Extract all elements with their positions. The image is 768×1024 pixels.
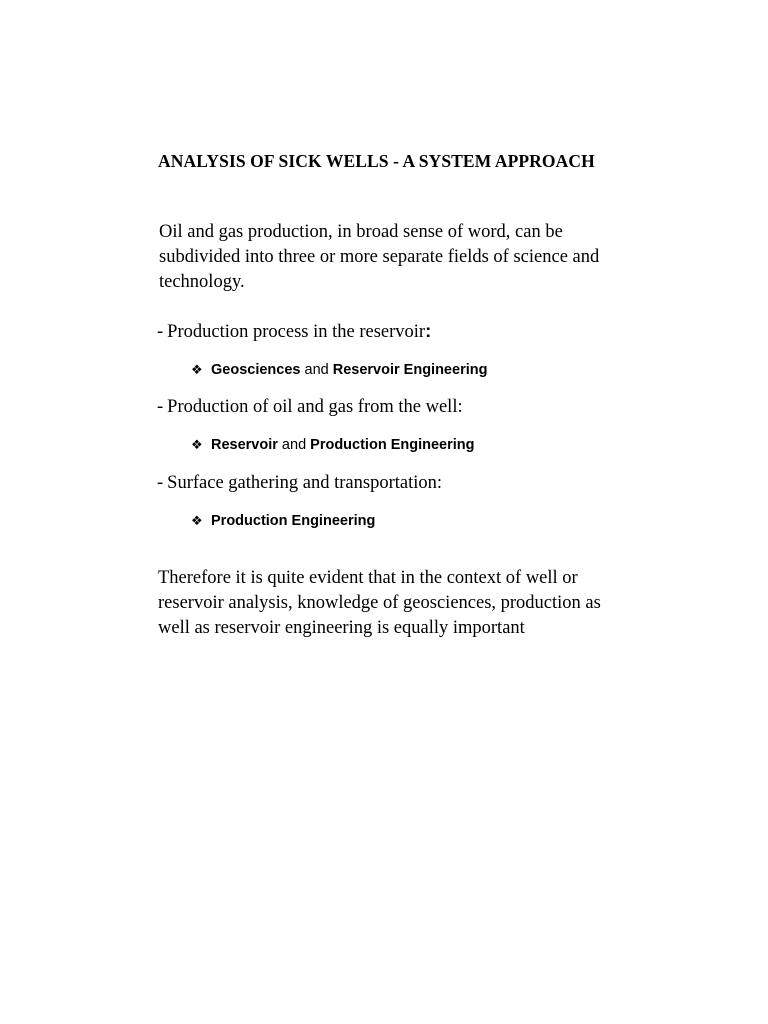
diamond-bullet-icon: ❖: [191, 514, 203, 529]
subitem-production-engineering: [191, 511, 651, 532]
subitem-part: Reservoir Engineering: [332, 362, 488, 378]
subitem-part: Geosciences: [211, 362, 301, 378]
section-colon: :: [457, 397, 463, 417]
intro-line: subdivided into three or more separate fields of science and: [159, 247, 600, 267]
closing-paragraph: [158, 566, 678, 641]
section-well-production: [157, 396, 657, 418]
intro-paragraph: [159, 220, 659, 295]
intro-line: technology.: [159, 272, 245, 292]
subitem-part: Production Engineering: [211, 513, 376, 529]
subitem-part: Reservoir: [211, 437, 278, 453]
closing-line: Therefore it is quite evident that in the context of well or: [158, 568, 578, 588]
closing-line: well as reservoir engineering is equally important: [158, 618, 525, 638]
subitem-geosciences: [191, 360, 651, 381]
dash-marker: -: [157, 322, 164, 342]
section-colon: :: [425, 320, 432, 341]
dash-marker: -: [157, 397, 164, 417]
subitem-reservoir-production: [191, 435, 651, 456]
document-title: ANALYSIS OF SICK WELLS - A SYSTEM APPROACH: [158, 151, 595, 171]
subitem-connector: and: [300, 362, 333, 378]
subitem-part: Production Engineering: [310, 437, 475, 453]
section-heading: Surface gathering and transportation: [167, 473, 437, 493]
section-surface-gathering: [157, 472, 657, 494]
section-heading: Production of oil and gas from the well: [167, 397, 458, 417]
section-heading: Production process in the reservoir: [167, 322, 426, 342]
diamond-bullet-icon: ❖: [191, 438, 203, 453]
section-reservoir-process: [157, 320, 657, 343]
intro-line: Oil and gas production, in broad sense of word, can be: [159, 222, 563, 242]
closing-line: reservoir analysis, knowledge of geosciences, production as: [158, 593, 601, 613]
section-colon: :: [436, 473, 443, 493]
dash-marker: -: [157, 473, 164, 493]
diamond-bullet-icon: ❖: [191, 363, 203, 378]
subitem-connector: and: [277, 437, 311, 453]
